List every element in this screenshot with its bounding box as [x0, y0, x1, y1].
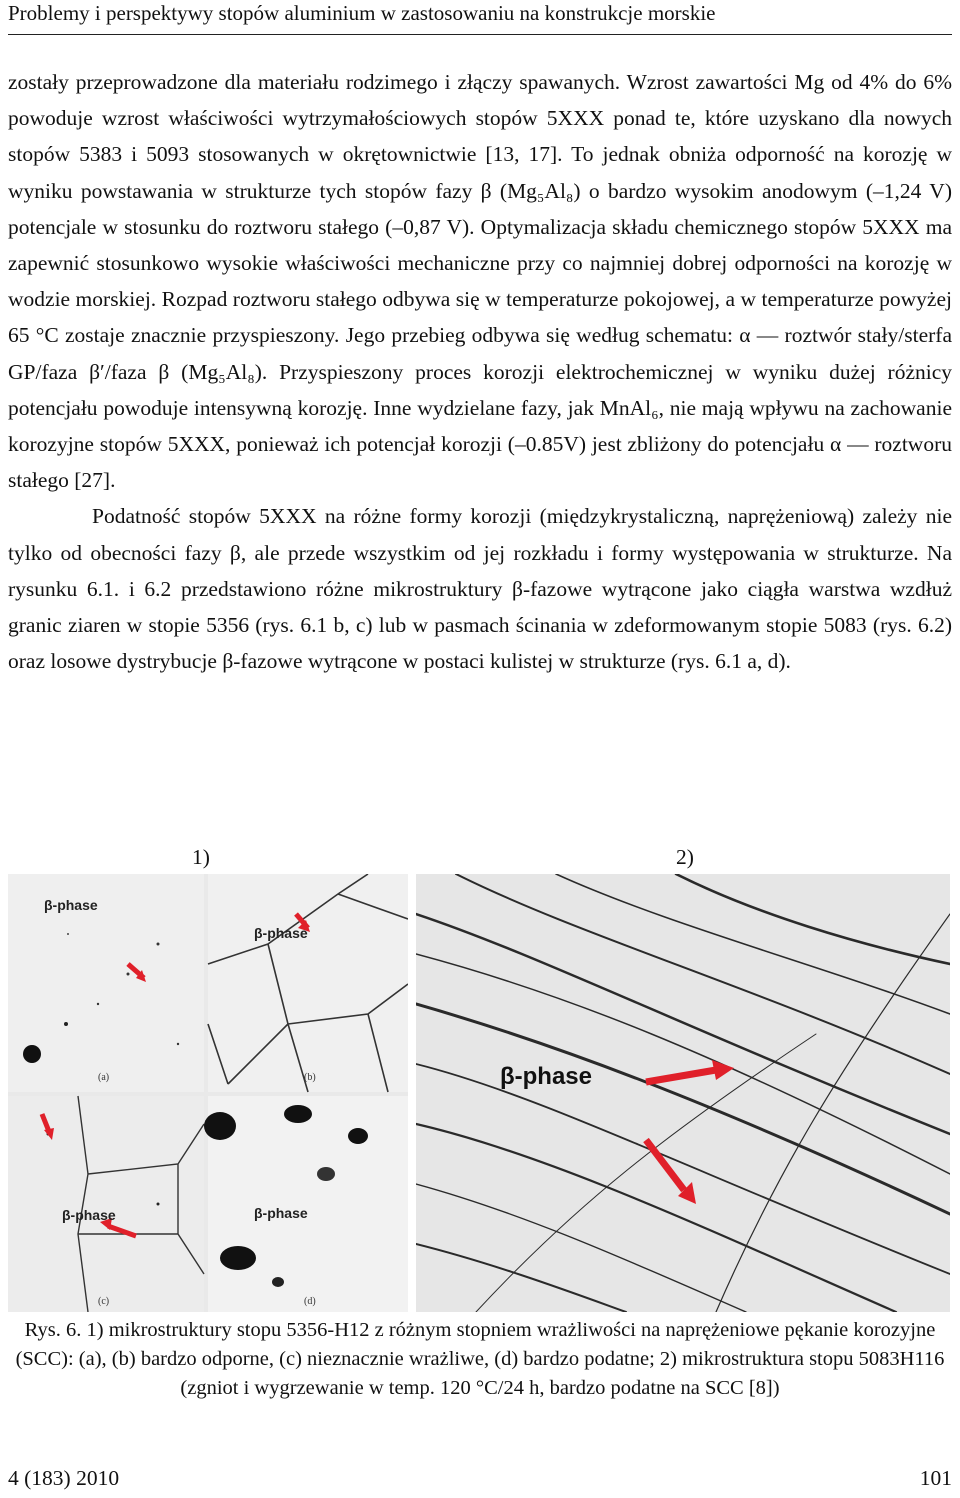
paragraph-2: Podatność stopów 5XXX na różne formy korozji (międzykrystaliczną, naprężeniową) zależy nie tylko od obecności fazy β, ale przede wszystkim od jej rozkładu i formy występowania w strukturze. Na rysunku 6.1. i 6.2 przedstawiono różne mikrostruktury β-fazowe wytrącone jako ciągła warstwa wzdłuż granic ziaren w stopie 5356 (rys. 6.1 b, c) lub w pasmach ścinania w zdeformowanym stopie 5083 (rys. 6.2) oraz losowe dystrybucje β-fazowe wytrącone w postaci kulistej w strukturze (rys. 6.1 a, d). — [8, 504, 952, 674]
micrograph-a — [8, 874, 204, 1092]
figure-panel-1-label: 1) — [192, 845, 210, 869]
micrograph-b-tag: (b) — [304, 1072, 316, 1083]
footer-issue: 4 (183) 2010 — [8, 1466, 120, 1490]
figure-panel-2-label: 2) — [676, 845, 694, 869]
micrograph-c-phase-label: β-phase — [62, 1207, 116, 1223]
micrograph-d-phase-label: β-phase — [254, 1205, 308, 1221]
micrograph-grid-5356 — [8, 874, 408, 1312]
micrograph-d-tag: (d) — [304, 1296, 316, 1307]
running-title: Problemy i perspektywy stopów aluminium w zastosowaniu na konstrukcje morskie — [8, 1, 716, 25]
micrograph-c — [8, 1096, 204, 1312]
figure-caption: Rys. 6. 1) mikrostruktury stopu 5356-H12 z różnym stopniem wrażliwości na naprężeniowe pękanie korozyjne (SCC): (a), (b) bardzo odporne, (c) nieznacznie wrażliwe, (d) bardzo podatne; 2) mikrostruktura stopu 5083H116 (zgniot i wygrzewanie w temp. 120 °C/24 h, bardzo podatne na SCC [8]) — [15, 1319, 945, 1399]
page-number: 101 — [919, 1466, 952, 1490]
body-text — [8, 64, 952, 679]
running-header — [8, 0, 952, 35]
micrograph-a-tag: (a) — [98, 1072, 110, 1083]
micrograph-d — [204, 1096, 408, 1312]
paragraph-1: zostały przeprowadzone dla materiału rodzimego i złączy spawanych. Wzrost zawartości Mg od 4% do 6% powoduje wzrost właściwości wytrzymałościowych stopów 5XXX ponad te, które uzyskano dla nowych stopów 5383 i 5093 stosowanych w okrętownictwie [13, 17]. To jednak obniża odporność na korozję w wyniku powstawania w strukturze tych stopów fazy β (Mg₅Al₈) o bardzo wysokim anodowym (–1,24 V) potencjale w stosunku do roztworu stałego (–0,87 V). Optymalizacja składu chemicznego stopów 5XXX ma zapewnić stosunkowo wysokie właściwości mechaniczne przy co najmniej dobrej odporności na korozję w wodzie morskiej. Rozpad roztworu stałego odbywa się w temperaturze pokojowej, a w temperaturze powyżej 65 °C zostaje znacznie przyspieszony. Jego przebieg odbywa się według schematu: α — roztwór stały/sterfa GP/faza β′/faza β (Mg₅Al₈). Przyspieszony proces korozji elektrochemicznej w wyniku dużej różnicy potencjału powoduje intensywną korozję. Inne wydzielane fazy, jak MnAl₆, nie mają wpływu na zachowanie korozyjne stopów 5XXX, ponieważ ich potencjał korozji (–0.85V) jest zbliżony do potencjału α — roztworu stałego [27]. — [8, 70, 952, 493]
micrograph-a-phase-label: β-phase — [44, 897, 98, 913]
micrograph-b-phase-label: β-phase — [254, 925, 308, 941]
micrograph-c-tag: (c) — [98, 1296, 110, 1307]
micrograph-5083-phase-label: β-phase — [500, 1063, 593, 1090]
micrograph-5083 — [416, 874, 950, 1312]
